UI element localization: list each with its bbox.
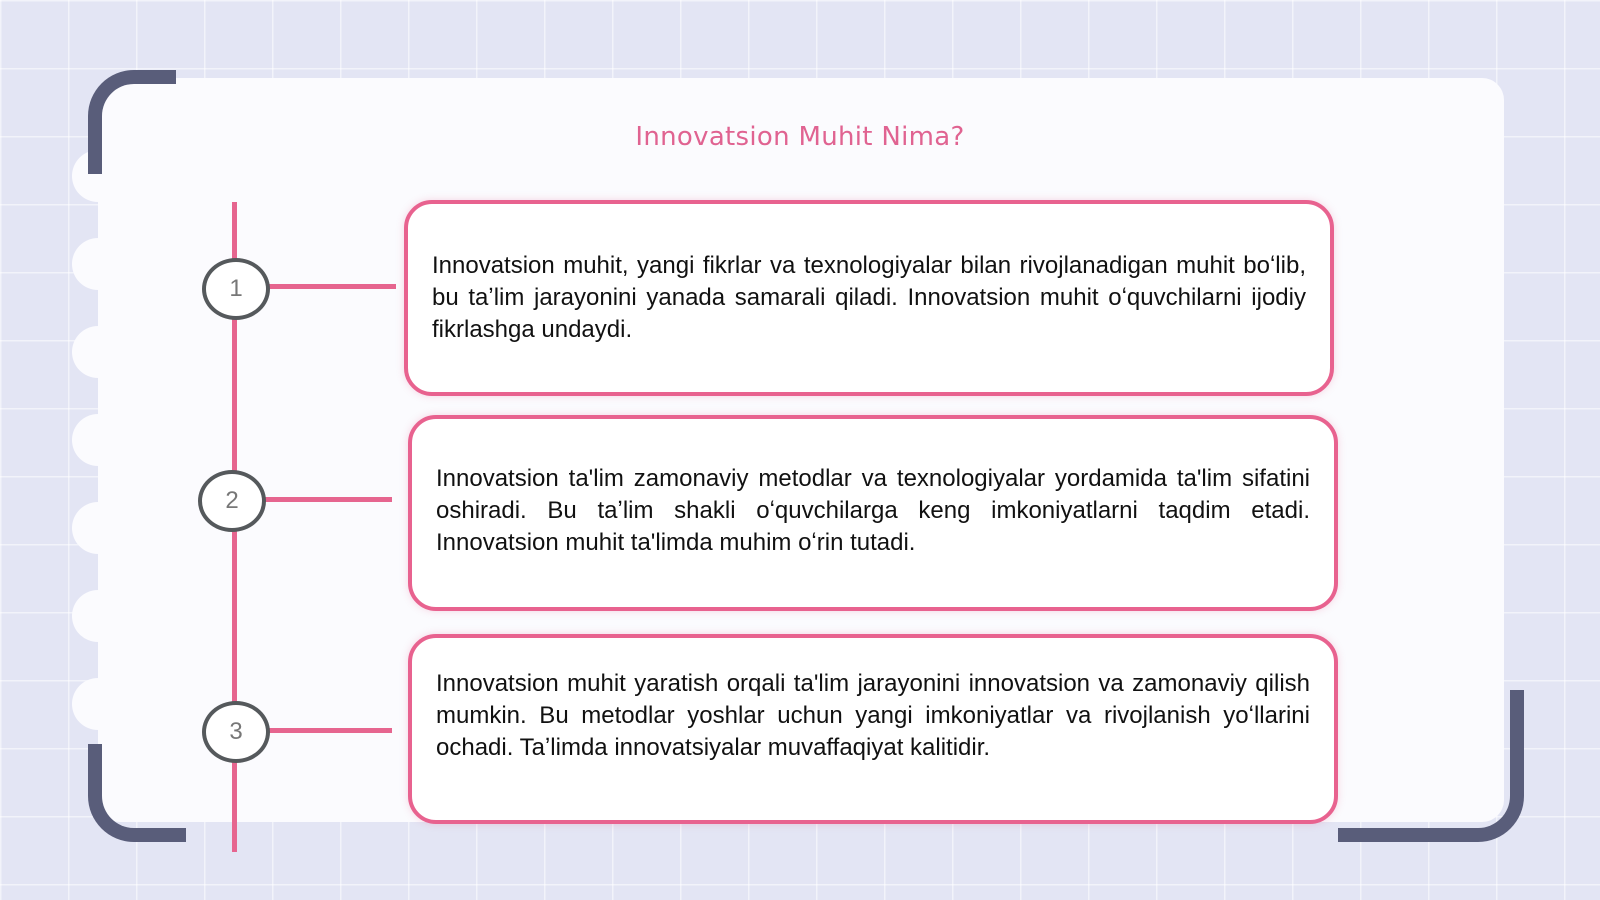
paper-scallop [72,414,124,466]
step-card [404,200,1334,396]
timeline-connector [264,497,392,502]
step-number-badge: 3 [202,701,270,763]
step-card [408,415,1338,611]
paper-scallop [72,590,124,642]
step-text: Innovatsion muhit yaratish orqali ta'lim jarayonini innovatsion va zamonaviy qilish mumkin. Bu metodlar yoshlar uchun yangi imkoniyatlar va rivojlanish yoʻllarini ochadi. Taʼlimda innovatsiyalar muvaffaqiyat kalitidir. [436,670,1310,761]
corner-bracket-bottom-left [88,744,186,842]
timeline-connector [268,284,396,289]
paper-scallop [72,238,124,290]
step-number-badge: 2 [198,470,266,532]
step-text: Innovatsion muhit, yangi fikrlar va texnologiyalar bilan rivojlanadigan muhit boʻlib, bu taʼlim jarayonini yanada samarali qiladi. Innovatsion muhit oʻquvchilarni ijodiy fikrlashga undaydi. [432,252,1306,343]
slide-title: Innovatsion Muhit Nima? [635,122,965,152]
corner-bracket-bottom-right [1338,690,1524,842]
step-text: Innovatsion ta'lim zamonaviy metodlar va texnologiyalar yordamida ta'lim sifatini oshiradi. Bu taʼlim shakli oʻquvchilarga keng imkoniyatlarni taqdim etadi. Innovatsion muhit ta'limda muhim oʻrin tutadi. [436,465,1310,556]
step-number-badge: 1 [202,258,270,320]
paper-scallop [72,678,124,730]
timeline-connector [268,728,392,733]
paper-scallop [72,326,124,378]
step-card [408,634,1338,824]
paper-scallop [72,502,124,554]
